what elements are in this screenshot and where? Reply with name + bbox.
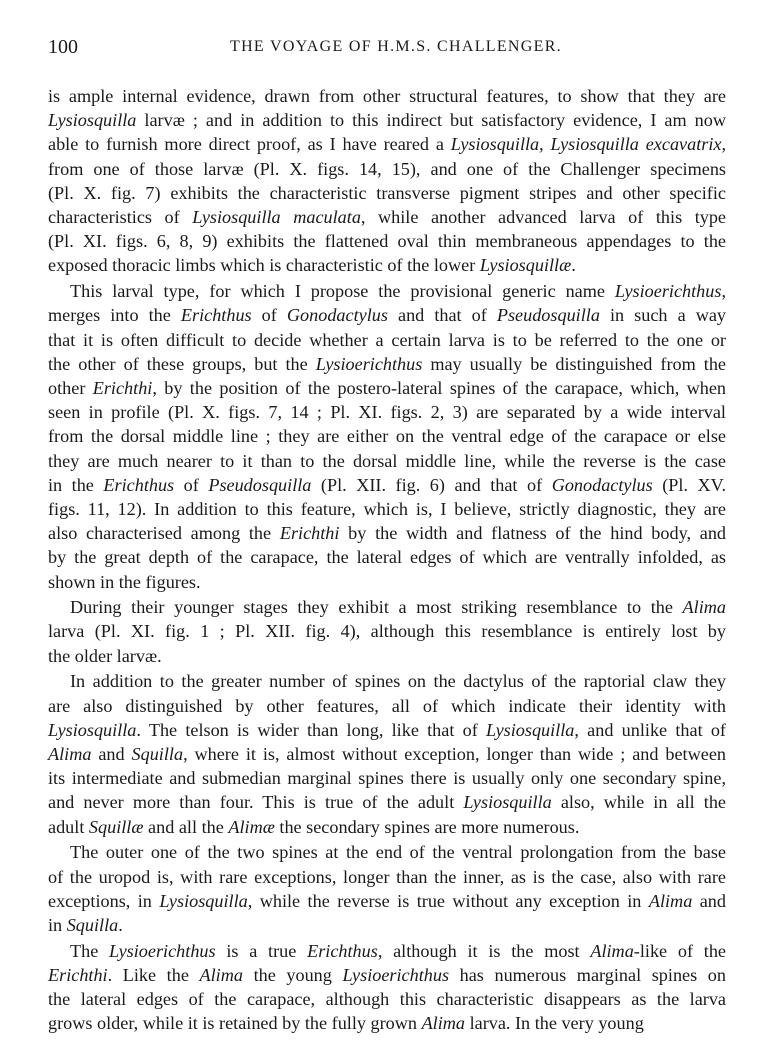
text-line: from one of those larvæ (Pl. X. figs. 14, 15), and one of the Challenger specimens — [48, 158, 726, 179]
text-line: grows older, while it is retained by the fully grown Alima larva. In the very young — [48, 1013, 644, 1034]
text-line: other Erichthi, by the position of the postero-lateral spines of the carapace, which, when — [48, 377, 726, 398]
text-line: adult Squillæ and all the Alimæ the secondary spines are more numerous. — [48, 816, 580, 837]
body-text — [48, 84, 726, 1035]
text-line: is ample internal evidence, drawn from other structural features, to show that they are — [48, 86, 726, 106]
page-number: 100 — [48, 36, 78, 58]
text-line: Lysiosquilla larvæ ; and in addition to this indirect but satisfactory evidence, I am now — [48, 110, 726, 131]
text-line: The outer one of the two spines at the end of the ventral prolongation from the base — [70, 842, 726, 863]
page-header — [48, 36, 726, 66]
text-line: from the dorsal middle line ; they are either on the ventral edge of the carapace or else — [48, 426, 726, 447]
text-line: the other of these groups, but the Lysioerichthus may usually be distinguished from the — [48, 353, 726, 374]
text-line: that it is often difficult to decide whether a certain larva is to be referred to the one or — [48, 329, 726, 350]
text-line: exposed thoracic limbs which is characteristic of the lower Lysiosquillæ. — [48, 255, 576, 276]
paragraph — [48, 279, 726, 594]
text-line: (Pl. X. fig. 7) exhibits the characteristic transverse pigment stripes and other specific — [48, 182, 726, 203]
text-line: Lysiosquilla. The telson is wider than long, like that of Lysiosquilla, and unlike that of — [48, 719, 726, 740]
paragraph — [48, 595, 726, 668]
text-line: shown in the figures. — [48, 571, 201, 592]
text-line: merges into the Erichthus of Gonodactylus and that of Pseudosquilla in such a way — [48, 305, 727, 326]
paragraph — [48, 84, 726, 278]
text-line: in Squilla. — [48, 914, 123, 935]
text-line: are also distinguished by other features, all of which indicate their identity with — [48, 695, 726, 716]
text-line: This larval type, for which I propose the provisional generic name Lysioerichthus, — [70, 281, 726, 302]
text-line: able to furnish more direct proof, as I have reared a Lysiosquilla, Lysiosquilla excavatrix, — [48, 134, 727, 155]
text-line: in the Erichthus of Pseudosquilla (Pl. XII. fig. 6) and that of Gonodactylus (Pl. XV. — [48, 474, 726, 495]
text-line: larva (Pl. XI. fig. 1 ; Pl. XII. fig. 4), although this resemblance is entirely lost by — [48, 621, 726, 642]
text-line: In addition to the greater number of spines on the dactylus of the raptorial claw they — [70, 671, 726, 692]
text-line: by the great depth of the carapace, the lateral edges of which are ventrally infolded, as — [48, 547, 726, 568]
text-line: they are much nearer to it than to the dorsal middle line, while the reverse is the case — [48, 450, 726, 471]
paragraph — [48, 669, 726, 838]
text-line: figs. 11, 12). In addition to this feature, which is, I believe, strictly diagnostic, they are — [48, 498, 726, 519]
text-line: its intermediate and submedian marginal spines there is usually only one secondary spine, — [48, 768, 726, 789]
text-line: exceptions, in Lysiosquilla, while the reverse is true without any exception in Alima and — [48, 890, 726, 911]
text-line: the lateral edges of the carapace, although this characteristic disappears as the larva — [48, 989, 726, 1010]
text-line: seen in profile (Pl. X. figs. 7, 14 ; Pl. XI. figs. 2, 3) are separated by a wide interval — [48, 402, 726, 423]
text-line: and never more than four. This is true of the adult Lysiosquilla also, while in all the — [48, 792, 726, 813]
text-line: The Lysioerichthus is a true Erichthus, although it is the most Alima-like of the — [70, 940, 726, 961]
paragraph — [48, 939, 726, 1036]
paragraph — [48, 840, 726, 937]
text-line: the older larvæ. — [48, 645, 162, 666]
text-line: characteristics of Lysiosquilla maculata, while another advanced larva of this type — [48, 207, 727, 228]
text-line: (Pl. XI. figs. 6, 8, 9) exhibits the flattened oval thin membraneous appendages to the — [48, 231, 726, 252]
text-line: Erichthi. Like the Alima the young Lysioerichthus has numerous marginal spines on — [48, 964, 726, 985]
text-line: of the uropod is, with rare exceptions, longer than the inner, as is the case, also with rare — [48, 866, 726, 887]
text-line: During their younger stages they exhibit a most striking resemblance to the Alima — [70, 597, 726, 618]
text-line: Alima and Squilla, where it is, almost without exception, longer than wide ; and between — [48, 743, 726, 764]
running-title: THE VOYAGE OF H.M.S. CHALLENGER. — [230, 38, 562, 55]
text-line: also characterised among the Erichthi by the width and flatness of the hind body, and — [48, 523, 727, 544]
